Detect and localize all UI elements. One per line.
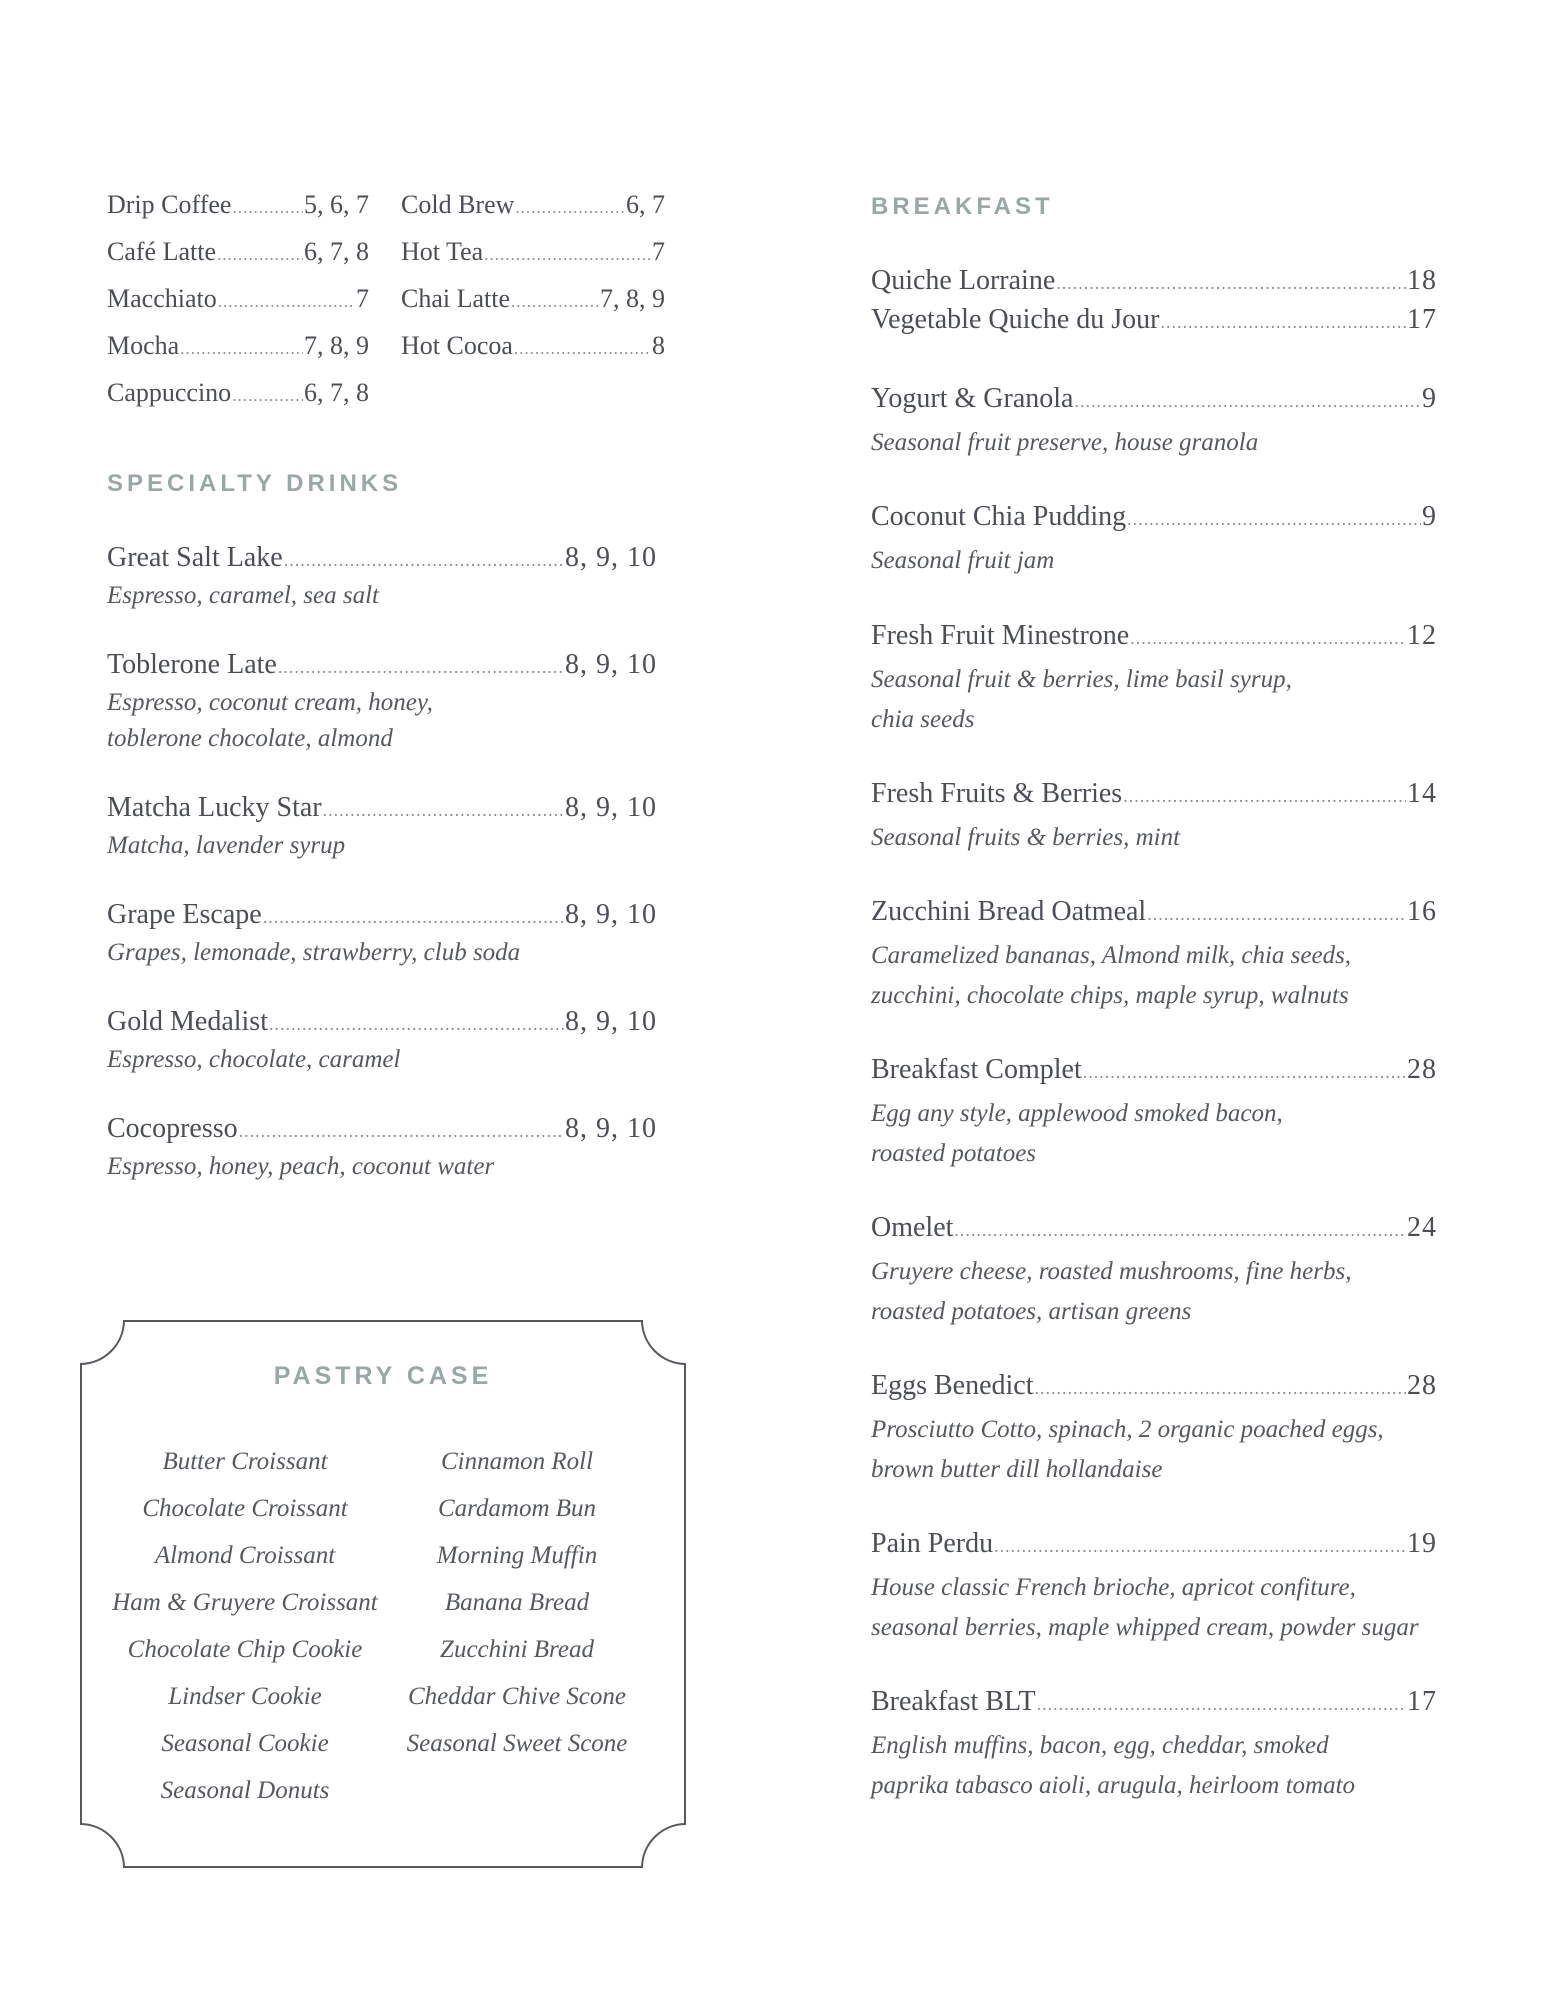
item-price: 8, 9, 10 [565, 1113, 657, 1144]
item-name: Toblerone Late [107, 649, 277, 680]
dot-leader [269, 1014, 564, 1035]
item-name: Omelet [871, 1212, 954, 1243]
item-price: 5, 6, 7 [304, 190, 369, 219]
menu-item [107, 899, 657, 971]
coffee-item [107, 284, 369, 331]
item-description: Espresso, chocolate, caramel [107, 1046, 401, 1073]
menu-item [871, 896, 1437, 1016]
dot-leader [1127, 509, 1421, 530]
dot-leader [284, 550, 564, 571]
item-line [871, 383, 1437, 423]
item-description: Espresso, caramel, sea salt [107, 582, 379, 609]
item-description: Prosciutto Cotto, spinach, 2 organic poached eggs, [871, 1416, 1384, 1443]
item-description: Espresso, honey, peach, coconut water [107, 1153, 495, 1180]
item-line [871, 501, 1437, 541]
item-price: 19 [1407, 1528, 1437, 1559]
item-description: Caramelized bananas, Almond milk, chia seeds, [871, 942, 1352, 969]
coffee-item [401, 331, 665, 378]
dot-leader [1074, 391, 1421, 412]
dot-leader [239, 1121, 564, 1142]
item-name: Great Salt Lake [107, 542, 283, 573]
menu-item [871, 1212, 1437, 1332]
item-description: Matcha, lavender syrup [107, 832, 346, 859]
pastry-item: Lindser Cookie [168, 1683, 322, 1710]
item-line [871, 778, 1437, 818]
dot-leader [1037, 1694, 1406, 1715]
menu-item [871, 501, 1437, 581]
item-price: 6, 7, 8 [304, 378, 369, 407]
item-price: 18 [1407, 265, 1437, 296]
pastry-item: Banana Bread [444, 1589, 590, 1616]
dot-leader [1056, 273, 1406, 294]
item-price: 9 [1422, 501, 1437, 532]
item-description: English muffins, bacon, egg, cheddar, smoked [871, 1732, 1329, 1759]
item-price: 7, 8, 9 [600, 284, 665, 313]
item-price: 6, 7 [626, 190, 665, 219]
item-price: 7, 8, 9 [304, 331, 369, 360]
item-name: Cocopresso [107, 1113, 238, 1144]
pastry-item: Cinnamon Roll [440, 1448, 594, 1475]
item-line [107, 1113, 657, 1149]
item-description: Seasonal fruits & berries, mint [871, 824, 1181, 851]
menu-item [871, 265, 1437, 305]
pastry-item: Almond Croissant [154, 1542, 336, 1569]
item-description: toblerone chocolate, almond [107, 725, 393, 752]
item-price: 28 [1407, 1054, 1437, 1085]
item-description: Espresso, coconut cream, honey, [107, 689, 433, 716]
item-name: Grape Escape [107, 899, 262, 930]
item-price: 8, 9, 10 [565, 542, 657, 573]
menu-item [107, 1113, 657, 1185]
item-name: Breakfast Complet [871, 1054, 1082, 1085]
menu-item [871, 620, 1437, 740]
menu-item [871, 1370, 1437, 1490]
item-description: roasted potatoes [871, 1140, 1037, 1167]
item-name: Hot Cocoa [401, 331, 513, 360]
item-description: paprika tabasco aioli, arugula, heirloom tomato [871, 1772, 1356, 1799]
item-price: 12 [1407, 620, 1437, 651]
pastry-item: Chocolate Croissant [142, 1495, 348, 1522]
item-price: 17 [1407, 304, 1437, 335]
item-name: Matcha Lucky Star [107, 792, 322, 823]
pastry-item: Seasonal Cookie [161, 1730, 329, 1757]
menu-item [107, 792, 657, 864]
item-price: 8, 9, 10 [565, 1006, 657, 1037]
item-line [871, 896, 1437, 936]
dot-leader [180, 339, 303, 359]
item-name: Coconut Chia Pudding [871, 501, 1127, 532]
item-description: Seasonal fruit jam [871, 547, 1055, 574]
dot-leader [484, 245, 651, 265]
menu-item [107, 649, 657, 757]
item-name: Cold Brew [401, 190, 515, 219]
item-description: Gruyere cheese, roasted mushrooms, fine herbs, [871, 1258, 1352, 1285]
item-price: 16 [1407, 896, 1437, 927]
item-name: Breakfast BLT [871, 1686, 1036, 1717]
dot-leader [994, 1536, 1406, 1557]
coffee-item [107, 378, 369, 425]
item-price: 14 [1407, 778, 1437, 809]
item-description: roasted potatoes, artisan greens [871, 1298, 1192, 1325]
item-name: Cappuccino [107, 378, 232, 407]
dot-leader [1147, 904, 1406, 925]
item-name: Macchiato [107, 284, 217, 313]
pastry-item: Morning Muffin [436, 1542, 598, 1569]
dot-leader [1130, 628, 1406, 649]
breakfast-heading: BREAKFAST [871, 193, 1054, 220]
pastry-item: Cardamom Bun [437, 1495, 597, 1522]
item-line [871, 1686, 1437, 1726]
item-name: Hot Tea [401, 237, 484, 266]
item-name: Drip Coffee [107, 190, 232, 219]
dot-leader [515, 198, 625, 218]
coffee-item [107, 331, 369, 378]
item-name: Quiche Lorraine [871, 265, 1056, 296]
item-price: 17 [1407, 1686, 1437, 1717]
coffee-item [107, 190, 369, 237]
item-description: Grapes, lemonade, strawberry, club soda [107, 939, 521, 966]
pastry-case-heading: PASTRY CASE [273, 1362, 493, 1390]
item-name: Zucchini Bread Oatmeal [871, 896, 1147, 927]
dot-leader [232, 386, 303, 406]
item-name: Fresh Fruit Minestrone [871, 620, 1130, 651]
item-line [107, 542, 657, 578]
item-line [871, 265, 1437, 305]
item-name: Fresh Fruits & Berries [871, 778, 1123, 809]
item-line [871, 1054, 1437, 1094]
item-name: Vegetable Quiche du Jour [871, 304, 1160, 335]
pastry-item: Butter Croissant [162, 1448, 328, 1475]
menu-item [107, 1006, 657, 1078]
item-price: 9 [1422, 383, 1437, 414]
dot-leader [1160, 312, 1406, 333]
item-name: Mocha [107, 331, 180, 360]
dot-leader [1123, 786, 1406, 807]
menu-item [871, 1054, 1437, 1174]
dot-leader [217, 245, 303, 265]
dot-leader [1035, 1378, 1406, 1399]
pastry-item: Seasonal Sweet Scone [406, 1730, 628, 1757]
item-price: 6, 7, 8 [304, 237, 369, 266]
dot-leader [232, 198, 303, 218]
item-name: Eggs Benedict [871, 1370, 1034, 1401]
item-name: Chai Latte [401, 284, 511, 313]
pastry-column-left [100, 1448, 390, 1824]
item-line [107, 649, 657, 685]
item-price: 28 [1407, 1370, 1437, 1401]
item-price: 8, 9, 10 [565, 649, 657, 680]
coffee-item [401, 190, 665, 237]
item-name: Gold Medalist [107, 1006, 268, 1037]
coffee-column-left [107, 190, 369, 425]
item-description: House classic French brioche, apricot confiture, [871, 1574, 1356, 1601]
menu-item [107, 542, 657, 614]
dot-leader [278, 657, 564, 678]
dot-leader [514, 339, 651, 359]
pastry-item: Chocolate Chip Cookie [127, 1636, 363, 1663]
specialty-drinks-heading: SPECIALTY DRINKS [107, 470, 403, 497]
pastry-column-right [372, 1448, 662, 1777]
item-line [107, 792, 657, 828]
menu-item [871, 383, 1437, 463]
menu-item [871, 304, 1437, 344]
pastry-item: Cheddar Chive Scone [407, 1683, 626, 1710]
menu-item [871, 1686, 1437, 1806]
dot-leader [1083, 1062, 1406, 1083]
item-name: Yogurt & Granola [871, 383, 1074, 414]
dot-leader [218, 292, 355, 312]
item-description: zucchini, chocolate chips, maple syrup, walnuts [871, 982, 1349, 1009]
item-price: 24 [1407, 1212, 1437, 1243]
item-line [871, 1528, 1437, 1568]
item-line [871, 1370, 1437, 1410]
item-name: Café Latte [107, 237, 216, 266]
item-line [107, 899, 657, 935]
item-description: Seasonal fruit preserve, house granola [871, 429, 1259, 456]
item-line [871, 620, 1437, 660]
coffee-item [401, 284, 665, 331]
dot-leader [263, 907, 564, 928]
dot-leader [954, 1220, 1406, 1241]
item-line [107, 1006, 657, 1042]
item-price: 7 [652, 237, 665, 266]
dot-leader [323, 800, 564, 821]
item-price: 7 [356, 284, 369, 313]
coffee-item [107, 237, 369, 284]
item-line [871, 304, 1437, 344]
item-description: brown butter dill hollandaise [871, 1456, 1163, 1483]
item-line [871, 1212, 1437, 1252]
menu-item [871, 778, 1437, 858]
item-description: chia seeds [871, 706, 975, 733]
item-price: 8, 9, 10 [565, 792, 657, 823]
item-description: seasonal berries, maple whipped cream, powder sugar [871, 1614, 1419, 1641]
item-price: 8, 9, 10 [565, 899, 657, 930]
pastry-item: Seasonal Donuts [160, 1777, 330, 1804]
item-price: 8 [652, 331, 665, 360]
dot-leader [511, 292, 599, 312]
menu-item [871, 1528, 1437, 1648]
pastry-item: Zucchini Bread [440, 1636, 594, 1663]
coffee-item [401, 237, 665, 284]
item-name: Pain Perdu [871, 1528, 994, 1559]
item-description: Egg any style, applewood smoked bacon, [871, 1100, 1283, 1127]
pastry-item: Ham & Gruyere Croissant [112, 1589, 378, 1616]
coffee-column-right [401, 190, 665, 378]
item-description: Seasonal fruit & berries, lime basil syrup, [871, 666, 1292, 693]
